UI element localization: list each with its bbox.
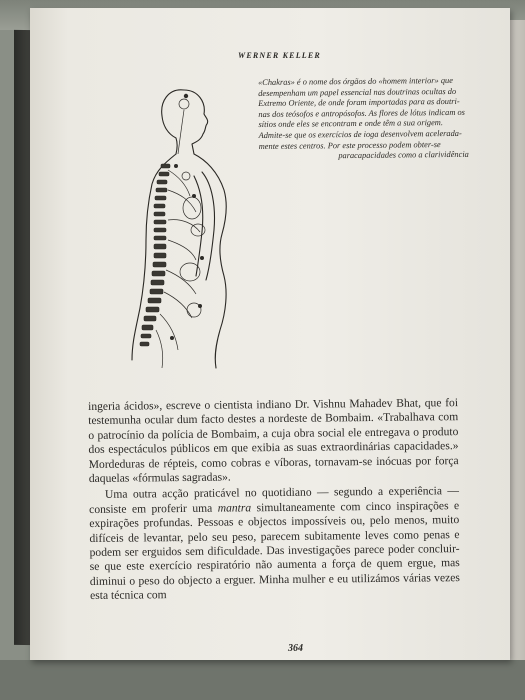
caption-line: paracapacidades como a clarividência (338, 149, 469, 161)
caption-line: Admite-se que os exercícios de ioga desenvolvem acelerada- (258, 128, 462, 140)
caption-line: «Chakras» é o nome dos órgãos do «homem interior» que (258, 75, 453, 87)
chakra-anatomy-illustration (106, 80, 246, 380)
caption-line: Extremo Oriente, de onde foram importadas para as doutri- (258, 97, 460, 109)
body-text (88, 396, 460, 606)
running-head: WERNER KELLER (238, 51, 321, 60)
body-text-italic: mantra (217, 501, 252, 515)
backdrop-bottom (0, 660, 525, 700)
caption-line: sítios onde eles se encontram e onde têm a sua origem. (258, 118, 443, 130)
body-text-run: simultaneamente com cinco inspirações e expirações profundas. Pessoas e objectos impossíveis ou, pelo menos, muito difíceis de levantar, pelo seu peso, parecem subitamente leves como penas e podem ser erguidos sem dificuldade. Das investigações parece poder concluir-se que este exercício respiratório não aumenta a força de quem ergue, mas diminui o peso do objecto a erguer. Minha mulher e eu utilizámos várias vezes esta técnica com (89, 498, 460, 603)
body-text-run: Uma outra acção praticável no quotidiano — segundo a experiência — consiste em proferir uma (89, 484, 460, 516)
body-paragraph (89, 485, 460, 604)
caption-line: desempenham um papel essencial nas doutrinas ocultas do (258, 86, 457, 98)
page-number: 364 (288, 643, 303, 654)
caption-line: nas dos teósofos e antropósofos. As flores de lótus indicam os (258, 107, 465, 119)
caption-line: mente estes centros. Por este processo podem obter-se (258, 139, 441, 151)
body-paragraph: ingeria ácidos», escreve o cientista indiano Dr. Vishnu Mahadev Bhat, que foi testemunha ocular dum facto destes a nordeste de Bombaim. «Trabalhava com o patrocínio da polícia de Bombaim, a cuja obra social ele entregava o produto dos espectáculos públicos em que exibia as suas extraordinárias capacidades.» Mordeduras de répteis, como cobras e víboras, tornavam-se inócuas por força daquelas «fórmulas sagradas». (88, 396, 459, 486)
illustration-caption (258, 75, 499, 162)
